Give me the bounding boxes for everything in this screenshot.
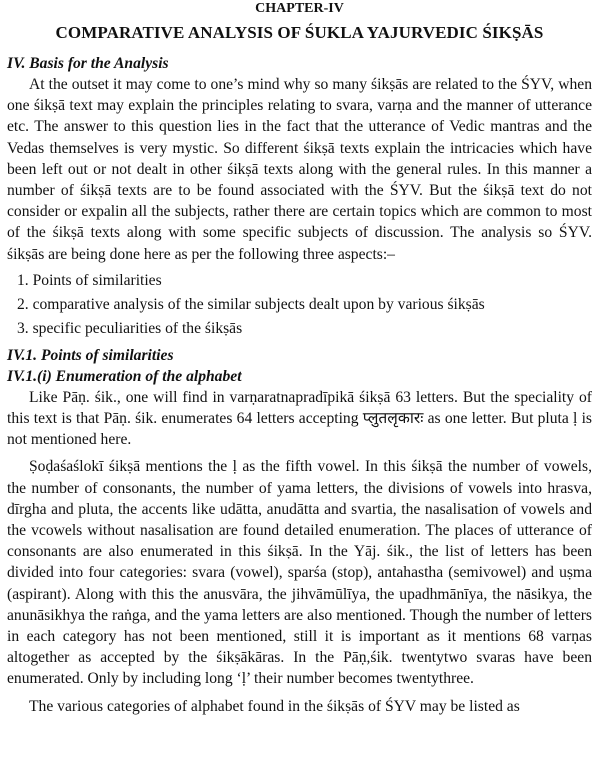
paragraph-pan-sik: Like Pāṇ. śik., one will find in varṇaratnapradīpikā śikṣā 63 letters. But the speciality of this text is that Pāṇ. śik. enumerates 64 letters accepting प्लुतलृकारः as one letter. But pluta ḷ is not mentioned here. [7, 388, 592, 449]
chapter-label: CHAPTER-IV [255, 1, 344, 16]
list-item: 3. specific peculiarities of the śikṣās [17, 319, 243, 337]
subsection-heading-alphabet: IV.1.(i) Enumeration of the alphabet [7, 367, 242, 385]
section-heading-basis: IV. Basis for the Analysis [7, 55, 169, 72]
paragraph-categories: The various categories of alphabet found in the śikṣās of ŚYV may be listed as [29, 697, 520, 715]
list-item: 2. comparative analysis of the similar subjects dealt upon by various śikṣās [17, 295, 485, 313]
paragraph-sodasasloki: Ṣoḍaśaślokī śikṣā mentions the ḷ as the fifth vowel. In this śikṣā the number of vowels, the number of consonants, the number of yama letters, the divisions of vowels into hrasva, dīrgha and pluta, the accents like udātta, anudātta and svartia, the nasalisation of vowels and the vcowels without nasalisation are found detailed enumeration. The places of utterance of consonants are also enumerated in this śikṣā. In the Yāj. śik., the list of letters has been divided into four categories: svara (vowel), sparśa (stop), antahastha (semivowel) and uṣma (aspirant). Along with this the anusvāra, the jihvāmūlīya, the upadhmānīya, the nāsikya, the anunāsikhya the raṅga, and the yama letters are also mentioned. Though the number of letters in each category has not been mentioned, still it is important as it mentions 68 varṇas altogether as accepted by the śikṣākāras. In the Pāṇ,śik. twentytwo svaras have been enumerated. Only by including long ‘ḷ’ their number becomes twentythree. [7, 458, 592, 688]
paragraph-basis: At the outset it may come to one’s mind why so many śikṣās are related to the ŚYV, when one śikṣā text may explain the principles relating to svara, varṇa and the manner of utterance etc. The answer to this question lies in the fact that the utterance of Vedic mantras and the Vedas themselves is very mystic. So different śikṣā texts explain the intricacies which have been left out or not dealt in other śikṣā texts along with the general rules. In this manner a number of śikṣā texts are to be found associated with the ŚYV. But the śikṣā text do not consider or expalin all the subjects, rather there are certain topics which are common to most of the śikṣā texts along with some specific subjects of discussion. The analysis so ŚYV. śikṣās are being done here as per the following three aspects:– [7, 76, 592, 263]
list-item: 1. Points of similarities [17, 271, 162, 289]
section-heading-similarities: IV.1. Points of similarities [7, 346, 174, 364]
chapter-title: COMPARATIVE ANALYSIS OF ŚUKLA YAJURVEDIC ŚIKṢĀS [55, 23, 544, 42]
aspects-list [7, 269, 592, 341]
